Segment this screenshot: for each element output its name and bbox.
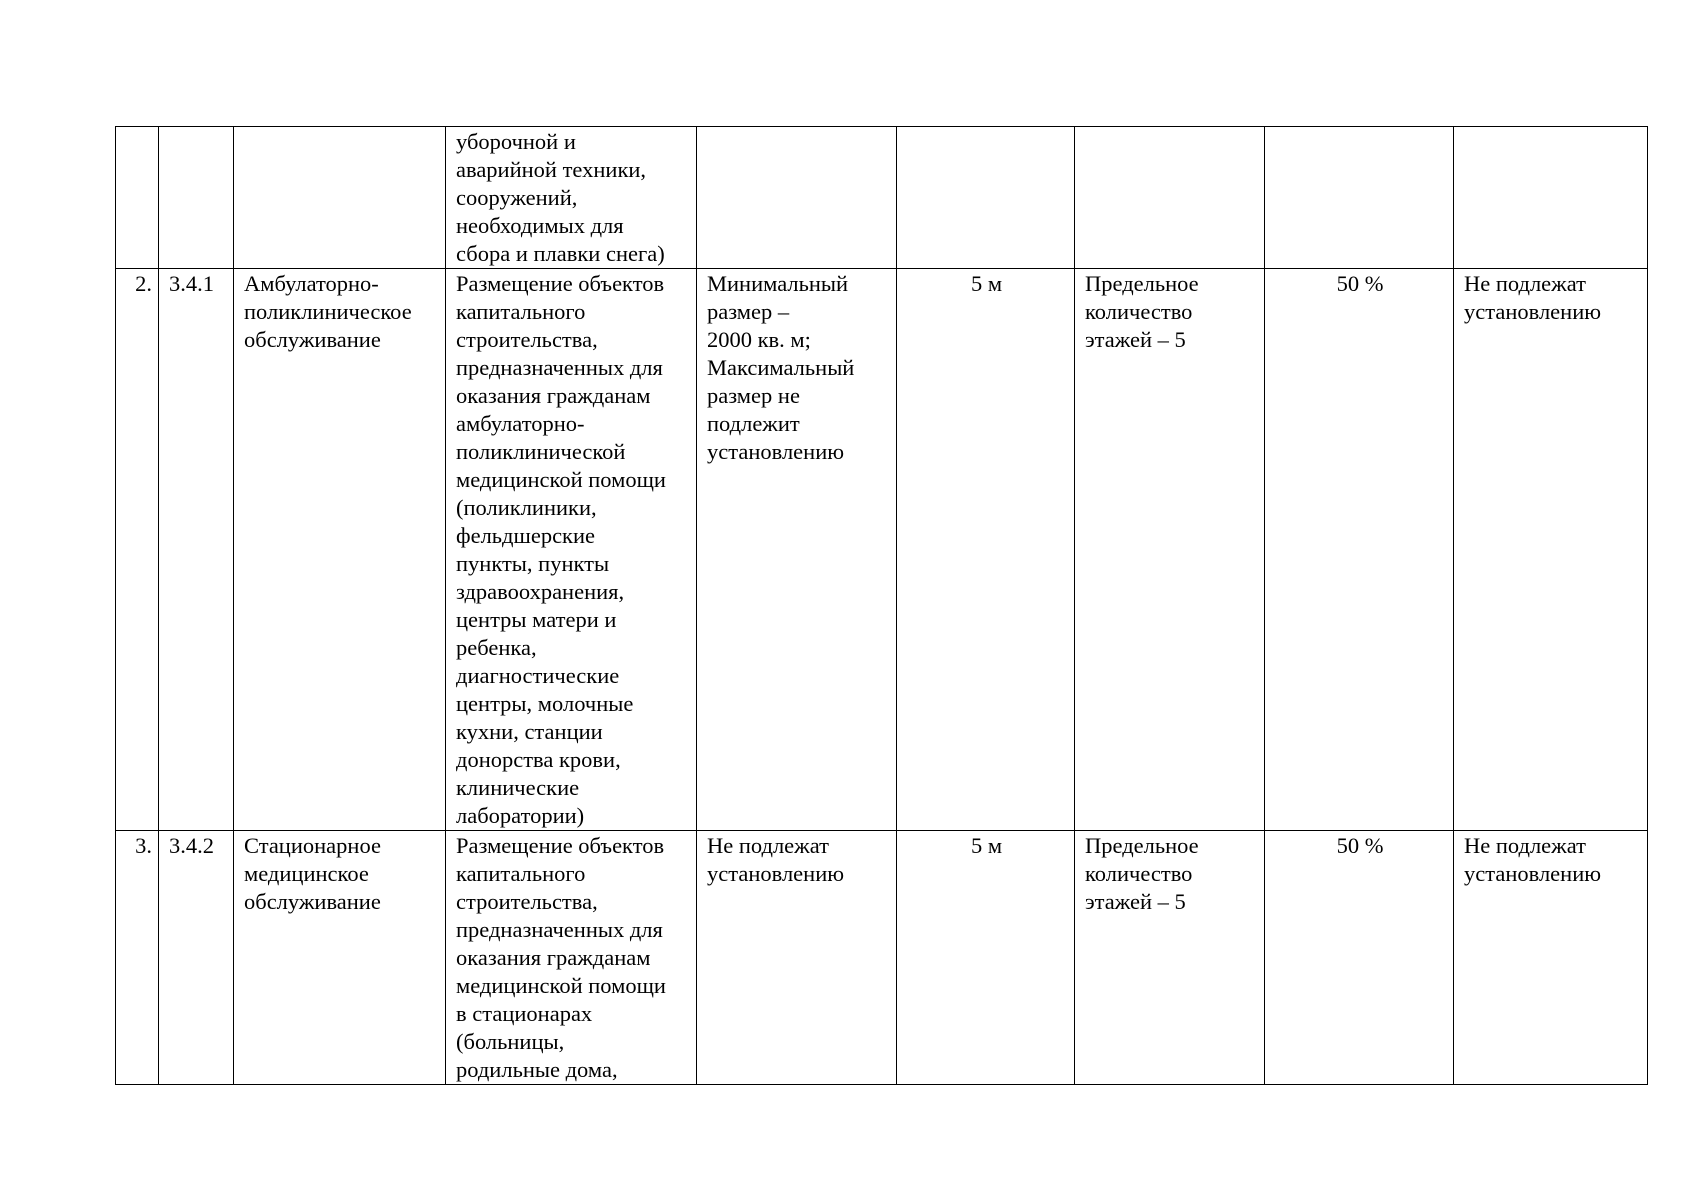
plot-size-cell [697,127,897,269]
plot-size-cell: Не подлежат установлению [697,831,897,1085]
zoning-regulations-table [115,126,1648,1085]
coverage-cell: 50 % [1265,831,1454,1085]
row-number-cell: 2. [116,269,159,831]
table-row [116,127,1648,269]
use-description-cell: Размещение объектов капитального строительства, предназначенных для оказания гражданам амбулаторно- поликлинической медицинской помощи (поликлиники, фельдшерские пункты, пункты здравоохранения, центры матери и ребенка, диагностические центры, молочные кухни, станции донорства крови, клинические лаборатории) [446,269,697,831]
use-code-cell [159,127,234,269]
other-restrictions-cell [1454,127,1648,269]
use-code-cell: 3.4.1 [159,269,234,831]
setback-cell: 5 м [897,269,1075,831]
floors-cell: Предельное количество этажей – 5 [1075,269,1265,831]
coverage-cell [1265,127,1454,269]
setback-cell: 5 м [897,831,1075,1085]
floors-cell [1075,127,1265,269]
use-name-cell: Амбулаторно- поликлиническое обслуживание [234,269,446,831]
use-code-cell: 3.4.2 [159,831,234,1085]
other-restrictions-cell: Не подлежат установлению [1454,269,1648,831]
floors-cell: Предельное количество этажей – 5 [1075,831,1265,1085]
row-number-cell: 3. [116,831,159,1085]
table-row [116,269,1648,831]
use-name-cell: Стационарное медицинское обслуживание [234,831,446,1085]
setback-cell [897,127,1075,269]
row-number-cell [116,127,159,269]
coverage-cell: 50 % [1265,269,1454,831]
use-description-cell: Размещение объектов капитального строительства, предназначенных для оказания гражданам медицинской помощи в стационарах (больницы, родильные дома, [446,831,697,1085]
table-row [116,831,1648,1085]
use-description-cell: уборочной и аварийной техники, сооружений, необходимых для сбора и плавки снега) [446,127,697,269]
other-restrictions-cell: Не подлежат установлению [1454,831,1648,1085]
plot-size-cell: Минимальный размер – 2000 кв. м; Максимальный размер не подлежит установлению [697,269,897,831]
use-name-cell [234,127,446,269]
